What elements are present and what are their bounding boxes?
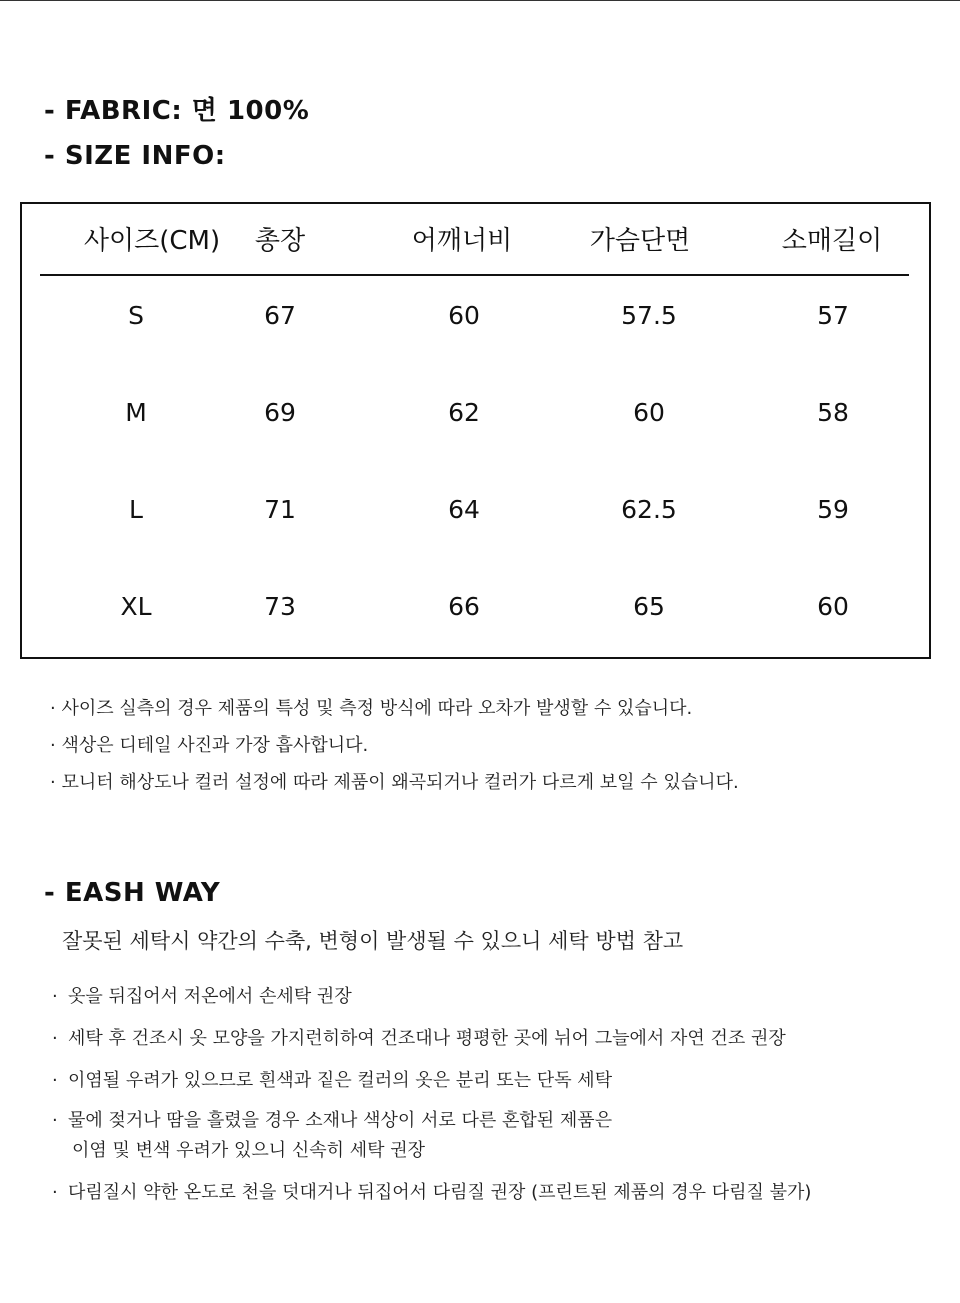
cell-length: 73: [264, 592, 296, 621]
cell-shoulder: 64: [448, 495, 480, 524]
header-length: 총장: [254, 226, 306, 256]
cell-length: 69: [264, 398, 296, 427]
wash-item: [52, 1106, 612, 1166]
bullet-dot: ·: [52, 1028, 58, 1049]
wash-heading: - EASH WAY: [44, 878, 221, 908]
header-divider: [40, 274, 909, 276]
wash-item: [52, 1178, 811, 1208]
bullet-dot: ·: [52, 1182, 58, 1203]
wash-intro: 잘못된 세탁시 약간의 수축, 변형이 발생될 수 있으니 세탁 방법 참고: [62, 929, 684, 953]
cell-size: S: [128, 301, 144, 330]
cell-size: XL: [120, 592, 152, 621]
wash-item-text: 옷을 뒤집어서 저온에서 손세탁 권장: [68, 986, 352, 1007]
wash-item-text-continued: 이염 및 변색 우려가 있으니 신속히 세탁 권장: [72, 1140, 426, 1161]
header-sleeve: 소매길이: [781, 226, 883, 256]
bullet-dot: ·: [52, 986, 58, 1007]
header-shoulder: 어깨너비: [411, 226, 513, 256]
cell-length: 71: [264, 495, 296, 524]
fabric-heading: - FABRIC: 면 100%: [44, 96, 310, 126]
cell-chest: 62.5: [621, 495, 677, 524]
bullet-dot: ·: [52, 1110, 58, 1131]
cell-sleeve: 59: [817, 495, 849, 524]
size-note: · 사이즈 실측의 경우 제품의 특성 및 측정 방식에 따라 오차가 발생할 수 있습니다.: [50, 698, 693, 719]
cell-sleeve: 57: [817, 301, 849, 330]
bullet-dot: ·: [52, 1070, 58, 1091]
wash-item-text: 물에 젖거나 땀을 흘렸을 경우 소재나 색상이 서로 다른 혼합된 제품은: [68, 1110, 613, 1131]
wash-item: [52, 1024, 786, 1054]
cell-chest: 60: [633, 398, 665, 427]
wash-item-text: 세탁 후 건조시 옷 모양을 가지런히하여 건조대나 평평한 곳에 뉘어 그늘에서 자연 건조 권장: [68, 1028, 786, 1049]
cell-shoulder: 62: [448, 398, 480, 427]
cell-chest: 57.5: [621, 301, 677, 330]
cell-chest: 65: [633, 592, 665, 621]
top-divider: [0, 0, 960, 1]
wash-item: [52, 982, 352, 1012]
cell-size: M: [125, 398, 147, 427]
header-chest: 가슴단면: [589, 226, 691, 256]
monitor-note: · 모니터 해상도나 컬러 설정에 따라 제품이 왜곡되거나 컬러가 다르게 보일 수 있습니다.: [50, 772, 739, 793]
cell-sleeve: 60: [817, 592, 849, 621]
size-info-heading: - SIZE INFO:: [44, 141, 226, 171]
cell-size: L: [129, 495, 143, 524]
wash-item-text: 다림질시 약한 온도로 천을 덧대거나 뒤집어서 다림질 권장 (프린트된 제품의 경우 다림질 불가): [68, 1182, 812, 1203]
cell-shoulder: 60: [448, 301, 480, 330]
wash-item-text: 이염될 우려가 있으므로 흰색과 짙은 컬러의 옷은 분리 또는 단독 세탁: [68, 1070, 613, 1091]
cell-length: 67: [264, 301, 296, 330]
size-table: [20, 202, 931, 659]
cell-shoulder: 66: [448, 592, 480, 621]
header-size: 사이즈(CM): [83, 226, 221, 256]
cell-sleeve: 58: [817, 398, 849, 427]
color-note: · 색상은 디테일 사진과 가장 흡사합니다.: [50, 735, 369, 756]
wash-item: [52, 1066, 612, 1096]
